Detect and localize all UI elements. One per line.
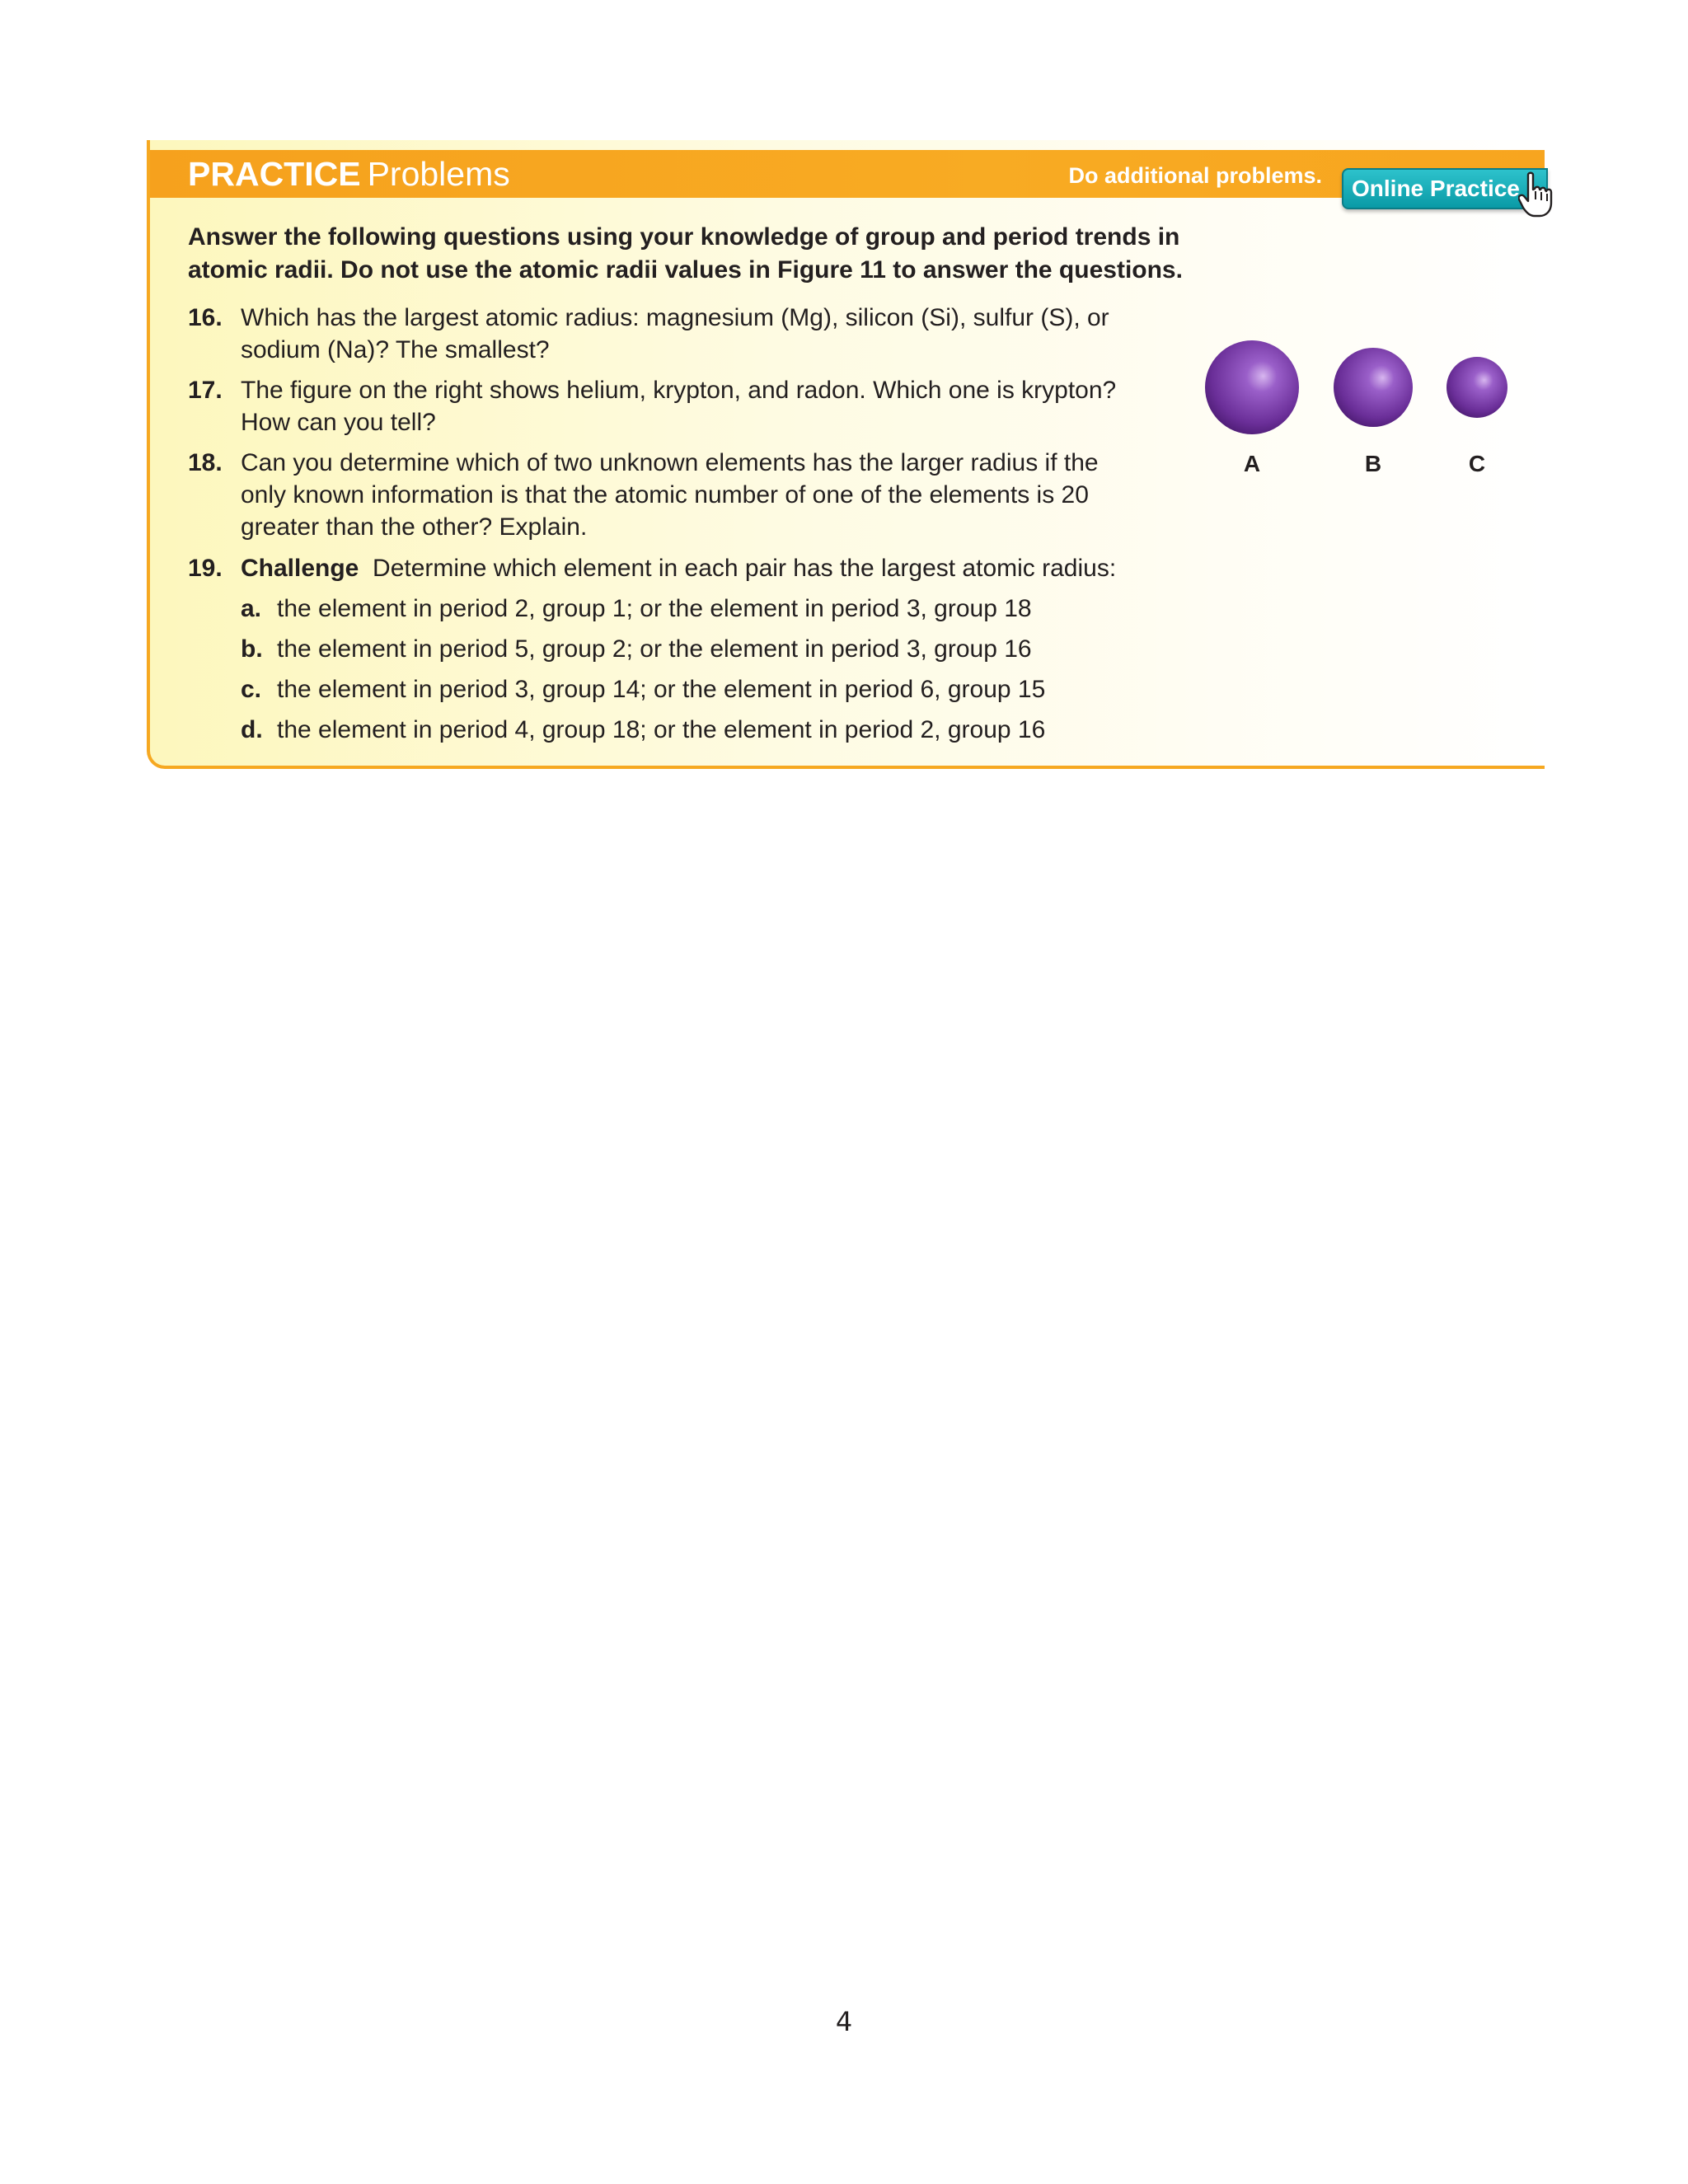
hand-cursor-icon: [1518, 171, 1553, 218]
subitem-c: [241, 673, 1230, 705]
question-17: [188, 374, 1309, 438]
online-practice-button[interactable]: Online Practice: [1342, 168, 1548, 209]
sphere-c: [1447, 357, 1507, 418]
question-number: 18.: [188, 449, 223, 476]
question-text: Determine which element in each pair has the largest atomic radius:: [373, 555, 1117, 582]
subitem-letter: b.: [241, 635, 263, 663]
question-text: The figure on the right shows helium, krypton, and radon. Which one is krypton? How can you tell?: [241, 377, 1117, 436]
title-bold: PRACTICE: [188, 155, 361, 193]
question-19: [188, 552, 1309, 584]
question-number: 17.: [188, 377, 223, 404]
instructions: Answer the following questions using your knowledge of group and period trends in atomic radii. Do not use the atomic radii values in Figure 11 to answer the questions.: [188, 223, 1183, 284]
sphere-a: [1205, 340, 1299, 434]
subitem-letter: d.: [241, 716, 263, 743]
question-text: Which has the largest atomic radius: magnesium (Mg), silicon (Si), sulfur (S), or sodium (Na)? The smallest?: [241, 304, 1109, 363]
subitem-letter: a.: [241, 595, 262, 622]
practice-problems-panel: [147, 140, 1545, 769]
label-b: B: [1364, 451, 1382, 476]
additional-problems-text: Do additional problems.: [1068, 163, 1322, 188]
question-16: [188, 302, 1309, 366]
title-light: Problems: [367, 155, 510, 193]
panel-title: [188, 155, 510, 193]
subitem-a: [241, 593, 1230, 625]
subitem-b: [241, 633, 1230, 665]
subitem-text: the element in period 3, group 14; or the element in period 6, group 15: [277, 676, 1046, 703]
question-18: [188, 447, 1309, 543]
subitem-text: the element in period 2, group 1; or the element in period 3, group 18: [277, 595, 1032, 622]
subitem-letter: c.: [241, 676, 262, 703]
question-text: Can you determine which of two unknown elements has the larger radius if the only known information is that the atomic number of one of the elements is 20 greater than the other? Explain.: [241, 449, 1099, 541]
question-number: 16.: [188, 304, 223, 331]
label-a: A: [1243, 451, 1261, 476]
subitem-text: the element in period 5, group 2; or the element in period 3, group 16: [277, 635, 1032, 663]
label-c: C: [1468, 451, 1486, 476]
question-number: 19.: [188, 555, 223, 582]
subitem-text: the element in period 4, group 18; or the element in period 2, group 16: [277, 716, 1046, 743]
sphere-b: [1334, 348, 1413, 427]
page-number: 4: [835, 2006, 853, 2037]
challenge-label: Challenge: [241, 555, 359, 582]
panel-header: [150, 150, 1545, 198]
subitem-d: [241, 714, 1230, 746]
atom-size-figure: [1205, 338, 1535, 486]
